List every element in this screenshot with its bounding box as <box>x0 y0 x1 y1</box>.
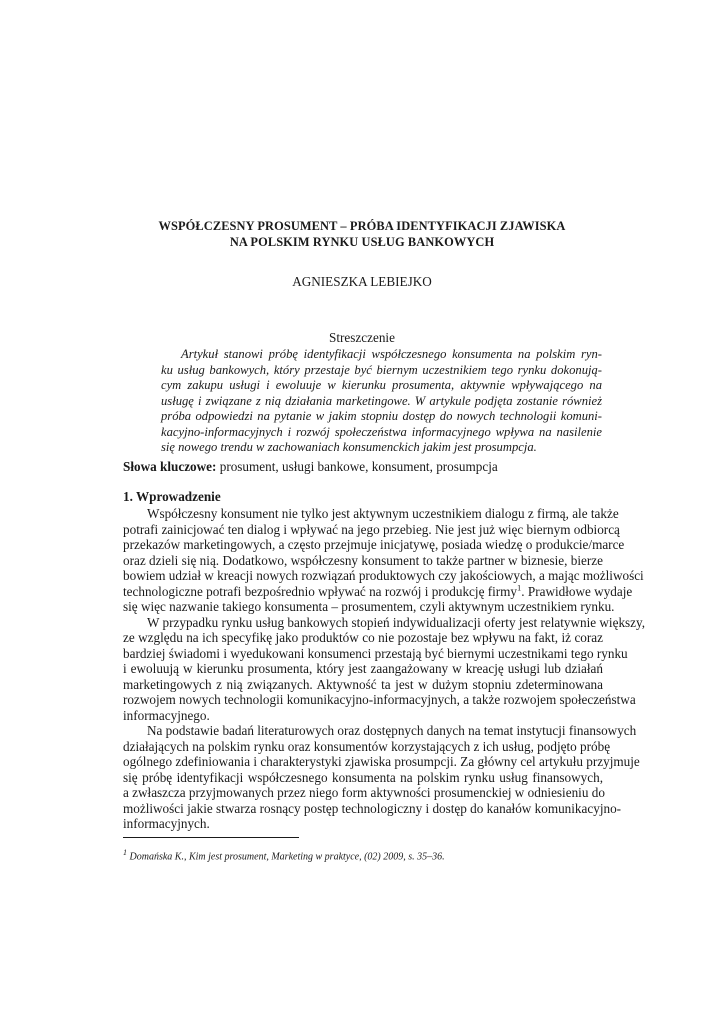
paragraph-line: bowiem udział w kreacji nowych rozwiązań produktowych czy jakościowych, a mając możliwości <box>123 568 644 583</box>
keywords <box>123 459 603 475</box>
abstract-line: cym zakupu usługi i ewoluuje w kierunku prosumenta, aktywnie wpływającego na <box>161 378 602 393</box>
paper-title-line-1: WSPÓŁCZESNY PROSUMENT – PRÓBA IDENTYFIKACJI ZJAWISKA <box>158 219 566 233</box>
paragraph-line: Współczesny konsument nie tylko jest aktywnym uczestnikiem dialogu z firmą, ale także <box>147 506 619 521</box>
abstract-line: ku usług bankowych, który przestaje być biernym uczestnikiem tego rynku dokonują- <box>161 362 602 377</box>
paragraph-line: działających na polskim rynku oraz konsumentów korzystających z ich usług, podjęto próbę <box>123 738 611 754</box>
paragraph-line: a zwłaszcza przyjmowanych przez niego form aktywności prosumenckiej w odniesieniu do <box>123 785 605 800</box>
keywords-text: prosument, usługi bankowe, konsument, prosumpcja <box>216 459 498 474</box>
keywords-label: Słowa kluczowe: <box>123 459 217 474</box>
paragraph-line: się próbę identyfikacji współczesnego konsumenta na polskim rynku usług finansowych, <box>123 769 603 785</box>
footnote <box>123 846 603 864</box>
paragraph-line: oraz dzieli się nią. Dodatkowo, współczesny konsument to także partner w biznesie, bierze <box>123 552 603 568</box>
abstract-line: próba odpowiedzi na pytanie w jakim stopniu dostęp do nowych technologii komuni- <box>161 409 602 424</box>
abstract-line: Artykuł stanowi próbę identyfikacji współczesnego konsumenta na polskim ryn- <box>181 347 602 361</box>
paragraph-line-with-footnote <box>123 582 633 600</box>
paragraph-line: i ewoluują w kierunku prosumenta, który jest zaangażowany w kreację usługi lub działań <box>123 661 603 676</box>
abstract-heading: Streszczenie <box>329 330 395 345</box>
paragraph-line: bardziej świadomi i wyedukowani konsumenci przestają być biernymi uczestnikami tego rynku <box>123 645 628 661</box>
paper-title <box>0 218 724 250</box>
paragraph-line: informacyjnego. <box>123 707 210 723</box>
paragraph-text: . Prawidłowe wydaje <box>521 583 633 599</box>
paragraph-line: Na podstawie badań literaturowych oraz dostępnych danych na temat instytucji finansowych <box>147 723 637 738</box>
paragraph-text: technologiczne potrafi bezpośrednio wpływać na rozwój i produkcję firmy <box>123 583 518 599</box>
footnote-marker: 1 <box>123 848 127 857</box>
paragraph-line: ogólnego zdefiniowania i charakterystyki zjawiska prosumpcji. Za główny cel artykułu przyjmuje <box>123 754 640 769</box>
footnote-divider <box>123 837 299 838</box>
paragraph-line: możliwości jakie stwarza rosnący postęp technologiczny i dostęp do kanałów komunikacyjno- <box>123 800 622 816</box>
abstract-line: usługę i związane z nią działania marketingowe. W artykule podjęta zostanie również <box>161 393 602 408</box>
paragraph-line: przekazów marketingowych, a często przejmuje inicjatywę, posiada wiedzę o produkcie/marce <box>123 537 625 552</box>
abstract-text <box>161 347 602 456</box>
footnote-text: Domańska K., Kim jest prosument, Marketing w praktyce, (02) 2009, s. 35–36. <box>127 851 445 863</box>
author-name: AGNIESZKA LEBIEJKO <box>292 274 432 289</box>
paragraph-line: ze względu na ich specyfikę jako produktów co nie pozostaje bez wpływu na fakt, iż coraz <box>123 630 603 645</box>
footnote-reference[interactable]: 1 <box>517 582 522 593</box>
section-heading: 1. Wprowadzenie <box>123 489 221 504</box>
paragraph-line: rozwojem nowych technologii komunikacyjno-informacyjnych, a także rozwojem społeczeństwa <box>123 692 636 707</box>
paragraph-line: marketingowych z nią związanych. Aktywność ta jest w dużym stopniu zdeterminowana <box>123 676 603 692</box>
paragraph-line: informacyjnych. <box>123 816 210 831</box>
paragraph-line: się więc nazwanie takiego konsumenta – prosumentem, czyli aktywnym uczestnikiem rynku. <box>123 599 615 614</box>
section-body <box>123 506 646 832</box>
paper-title-line-2: NA POLSKIM RYNKU USŁUG BANKOWYCH <box>229 235 495 249</box>
abstract-line: się nowego trendu w zachowaniach konsumenckich jakim jest prosumpcja. <box>161 440 537 455</box>
paragraph-line: W przypadku rynku usług bankowych stopień indywidualizacji oferty jest relatywnie większy, <box>147 614 646 630</box>
abstract-line: kacyjno-informacyjnych i rozwój społeczeństwa informacyjnego wpływa na nasilenie <box>161 424 602 439</box>
paragraph-line: potrafi zainicjować ten dialog i wpływać na jego przebieg. Nie jest już więc biernym odbiorcą <box>123 521 620 537</box>
